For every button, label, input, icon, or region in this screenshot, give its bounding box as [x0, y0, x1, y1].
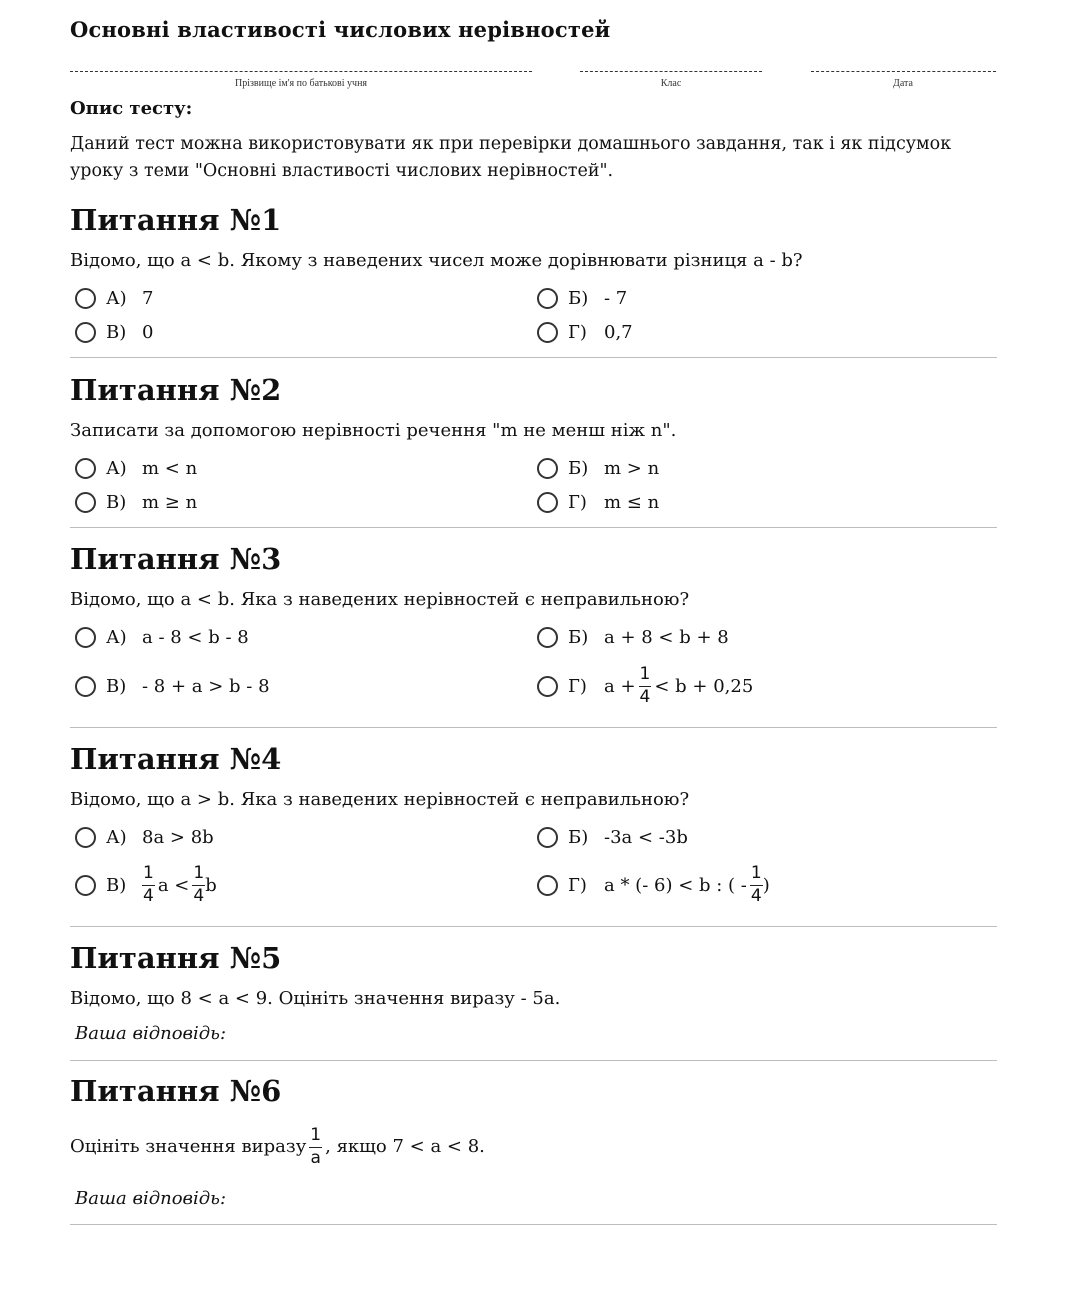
question-4-option-c[interactable] — [75, 863, 217, 906]
radio-icon[interactable] — [75, 322, 96, 343]
divider — [70, 926, 997, 927]
option-letter: А) — [106, 287, 127, 309]
fraction — [192, 864, 205, 906]
option-text: 8a > 8b — [142, 826, 214, 848]
option-letter: В) — [106, 491, 127, 513]
student-name-line[interactable] — [70, 71, 532, 72]
option-letter: Г) — [568, 491, 587, 513]
option-letter: Г) — [568, 675, 587, 697]
option-letter: В) — [106, 675, 127, 697]
radio-icon[interactable] — [75, 492, 96, 513]
question-3-text: Відомо, що a < b. Яка з наведених нерівностей є неправильною? — [70, 589, 690, 610]
math-text: Оцініть значення виразу — [70, 1136, 307, 1157]
divider — [70, 1060, 997, 1061]
question-5-text: Відомо, що 8 < a < 9. Оцініть значення виразу - 5a. — [70, 988, 561, 1009]
radio-icon[interactable] — [537, 875, 558, 896]
radio-icon[interactable] — [537, 492, 558, 513]
option-text: m ≥ n — [142, 491, 198, 513]
option-text: m < n — [142, 457, 198, 479]
radio-icon[interactable] — [537, 627, 558, 648]
fraction — [750, 864, 763, 906]
question-4-option-b[interactable] — [537, 820, 688, 854]
divider — [70, 1224, 997, 1225]
fraction-numerator: 1 — [750, 863, 762, 883]
option-text: m ≤ n — [604, 491, 660, 513]
radio-icon[interactable] — [537, 322, 558, 343]
radio-icon[interactable] — [537, 676, 558, 697]
radio-icon[interactable] — [75, 458, 96, 479]
test-page — [70, 0, 997, 1292]
radio-icon[interactable] — [75, 288, 96, 309]
option-letter: Б) — [568, 626, 589, 648]
option-text: 7 — [142, 287, 154, 309]
date-caption: Дата — [893, 78, 913, 89]
question-3-option-c[interactable] — [75, 669, 270, 703]
option-letter: А) — [106, 457, 127, 479]
radio-icon[interactable] — [537, 288, 558, 309]
radio-icon[interactable] — [537, 458, 558, 479]
fraction — [142, 864, 155, 906]
question-3-option-b[interactable] — [537, 620, 729, 654]
option-text: - 7 — [604, 287, 628, 309]
option-text: 0,7 — [604, 321, 633, 343]
fraction-numerator: 1 — [310, 1125, 322, 1145]
class-line[interactable] — [580, 71, 762, 72]
question-3-option-d[interactable] — [537, 664, 754, 707]
option-letter: А) — [106, 826, 127, 848]
option-letter: Г) — [568, 321, 587, 343]
fraction-denominator: 4 — [750, 886, 762, 906]
question-1-option-a[interactable] — [75, 281, 153, 315]
option-text: - 8 + a > b - 8 — [142, 675, 270, 697]
option-text: -3a < -3b — [604, 826, 688, 848]
math-text: b — [205, 874, 217, 896]
option-letter: Б) — [568, 826, 589, 848]
option-text: a + 8 < b + 8 — [604, 626, 729, 648]
question-2-option-b[interactable] — [537, 451, 659, 485]
math-text: a < — [157, 874, 190, 896]
question-5-answer-field[interactable]: Ваша відповідь: — [75, 1023, 227, 1044]
option-letter: А) — [106, 626, 127, 648]
question-6-heading: Питання №6 — [70, 1074, 282, 1108]
description-text: Даний тест можна використовувати як при перевірки домашнього завдання, так і як підсумок уроку з теми "Основні властивості числових нерівностей". — [70, 134, 952, 181]
math-text: a * (- 6) < b : ( - — [604, 874, 747, 896]
description-heading: Опис тесту: — [70, 98, 193, 119]
question-1-heading: Питання №1 — [70, 203, 282, 237]
option-letter: Б) — [568, 457, 589, 479]
option-letter: В) — [106, 321, 127, 343]
fraction — [309, 1126, 322, 1168]
fraction-numerator: 1 — [143, 863, 154, 883]
question-4-heading: Питання №4 — [70, 742, 282, 776]
question-1-text: Відомо, що a < b. Якому з наведених чисел може дорівнювати різниця a - b? — [70, 250, 803, 271]
math-text: , якщо 7 < a < 8. — [325, 1136, 485, 1157]
fraction-numerator: 1 — [193, 863, 205, 883]
question-2-option-a[interactable] — [75, 451, 197, 485]
divider — [70, 727, 997, 728]
fraction-numerator: 1 — [639, 664, 651, 684]
radio-icon[interactable] — [537, 827, 558, 848]
question-5-heading: Питання №5 — [70, 941, 282, 975]
class-caption: Клас — [660, 78, 682, 89]
fraction-denominator: a — [310, 1148, 321, 1168]
fraction — [639, 665, 652, 707]
question-2-heading: Питання №2 — [70, 373, 282, 407]
divider — [70, 357, 997, 358]
math-text: ) — [762, 874, 770, 896]
question-2-option-d[interactable] — [537, 485, 659, 519]
divider — [70, 527, 997, 528]
option-letter: Б) — [568, 287, 589, 309]
option-letter: Г) — [568, 874, 587, 896]
option-math — [142, 864, 217, 906]
question-6-answer-field[interactable]: Ваша відповідь: — [75, 1188, 227, 1209]
option-letter: В) — [106, 874, 127, 896]
question-1-option-c[interactable] — [75, 315, 153, 349]
question-3-heading: Питання №3 — [70, 542, 282, 576]
question-1-option-d[interactable] — [537, 315, 633, 349]
question-6-text — [70, 1117, 485, 1177]
date-line[interactable] — [811, 71, 996, 72]
radio-icon[interactable] — [75, 827, 96, 848]
student-name-caption: Прізвище ім'я по батькові учня — [234, 78, 368, 89]
math-text: < b + 0,25 — [654, 675, 754, 697]
math-text: a + — [604, 675, 636, 697]
question-1-option-b[interactable] — [537, 281, 627, 315]
radio-icon[interactable] — [75, 676, 96, 697]
question-3-option-a[interactable] — [75, 620, 249, 654]
option-math — [604, 665, 753, 707]
question-2-text: Записати за допомогою нерівності речення "m не менш ніж n". — [70, 420, 677, 441]
option-text: m > n — [604, 457, 660, 479]
question-4-text: Відомо, що a > b. Яка з наведених нерівностей є неправильною? — [70, 789, 690, 810]
question-2-option-c[interactable] — [75, 485, 197, 519]
option-text: a - 8 < b - 8 — [142, 626, 249, 648]
radio-icon[interactable] — [75, 875, 96, 896]
radio-icon[interactable] — [75, 627, 96, 648]
option-text: 0 — [142, 321, 154, 343]
fraction-denominator: 4 — [639, 687, 651, 707]
option-math — [604, 864, 770, 906]
question-4-option-a[interactable] — [75, 820, 214, 854]
test-title: Основні властивості числових нерівностей — [70, 17, 611, 42]
fraction-denominator: 4 — [143, 886, 154, 906]
question-4-option-d[interactable] — [537, 863, 770, 906]
fraction-denominator: 4 — [193, 886, 205, 906]
